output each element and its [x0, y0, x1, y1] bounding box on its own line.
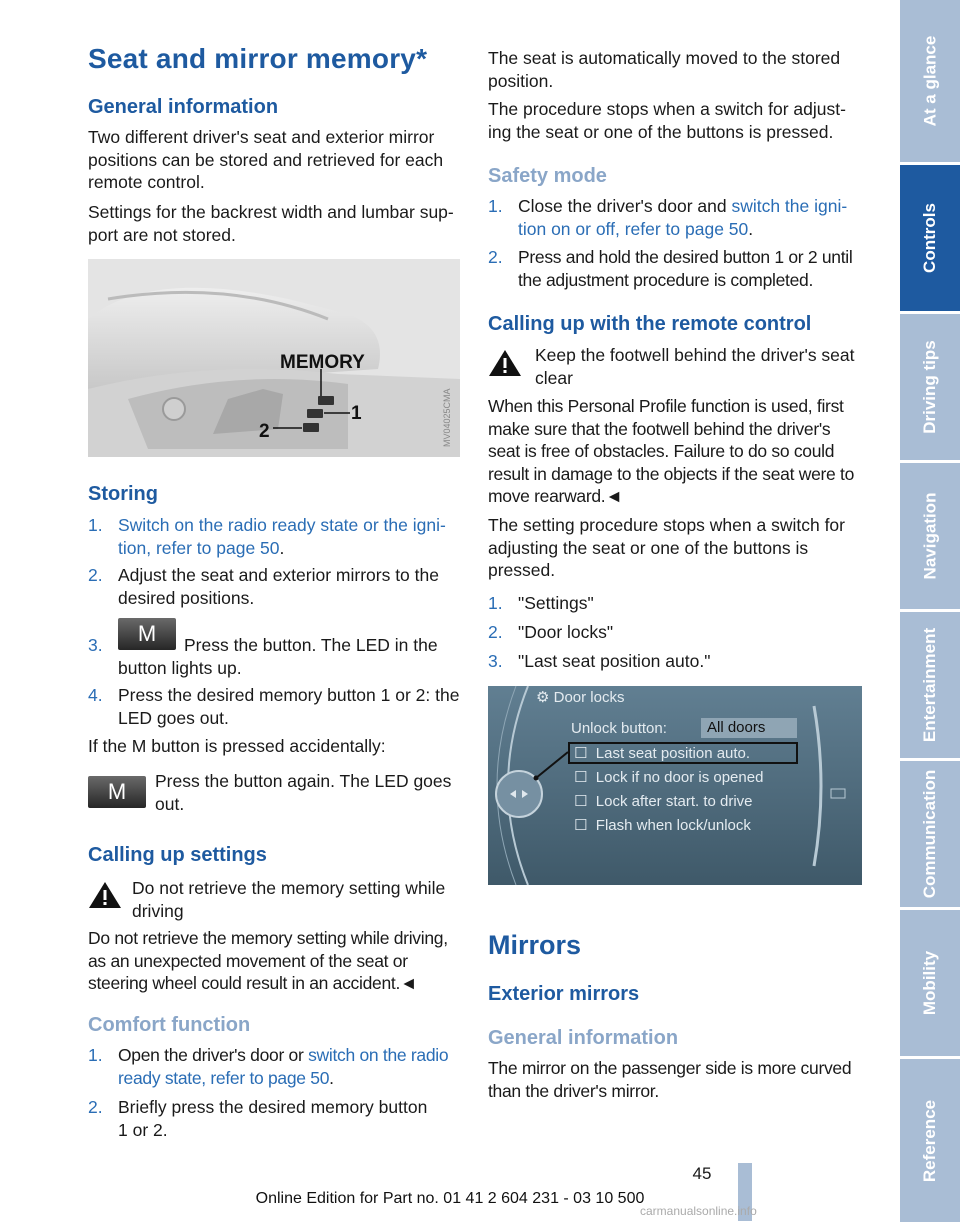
idrive-screen [488, 686, 862, 885]
list-item [518, 195, 862, 240]
list-number: 2. [488, 247, 503, 267]
sidebar-tab-label: Controls [920, 203, 940, 273]
accidental-note: Press the button again. The LED goes out. [155, 771, 452, 814]
checkbox-icon: ☐ [574, 769, 588, 786]
list-item: Press the desired memory button 1 or 2: the LED goes out. [118, 685, 460, 728]
calling-warning-title: Do not retrieve the memory setting while driving [132, 878, 446, 921]
exterior-heading: Exterior mirrors [488, 983, 640, 1005]
unlock-value[interactable]: All doors [701, 718, 797, 738]
storing-heading: Storing [88, 483, 158, 505]
callout-2: 2 [259, 421, 270, 442]
page-number: 45 [692, 1164, 712, 1183]
sidebar-tab-controls[interactable] [900, 165, 960, 311]
list-item: "Settings" [518, 593, 594, 613]
comfort-heading: Comfort function [88, 1014, 251, 1036]
remote-paragraph-2: The setting procedure stops when a switch for adjusting the seat or one of the buttons is pressed. [488, 515, 845, 580]
comfort-list [88, 1044, 460, 1144]
screen-title-text: Door locks [553, 689, 625, 706]
seat-memory-illustration [88, 259, 460, 457]
remote-warning-title: Keep the footwell behind the driver's seat clear [535, 345, 855, 388]
warning-icon [88, 880, 122, 910]
list-number: 2. [88, 565, 103, 585]
checkbox-icon: ☐ [574, 793, 588, 810]
list-number: 2. [488, 622, 503, 642]
list-number: 2. [88, 1097, 103, 1117]
list-number: 1. [88, 515, 103, 535]
list-item: Press and hold the desired button 1 or 2 until the adjustment procedure is completed. [518, 247, 853, 290]
list-item-tail: . [748, 218, 754, 239]
list-number: 1. [488, 593, 503, 613]
settings-list [488, 592, 862, 672]
mirror-general-heading: General information [488, 1027, 679, 1049]
sidebar-tab-driving-tips[interactable] [900, 314, 960, 460]
list-number: 1. [88, 1045, 103, 1065]
screen-option[interactable] [574, 768, 763, 786]
general-heading: General information [88, 96, 279, 118]
screen-option-label: Lock if no door is opened [595, 769, 764, 786]
callout-1: 1 [351, 403, 362, 424]
gear-icon: ⚙ [536, 689, 550, 706]
unlock-label: Unlock button: [571, 720, 667, 737]
list-item-text: Close the driver's door and [518, 196, 732, 216]
general-paragraph-1: Two different driver's seat and exterior mirror positions can be stored and retrieved for each remote control. [88, 127, 444, 192]
sidebar-tab-label: Reference [920, 1099, 939, 1182]
sidebar-tab-label: Entertainment [920, 627, 940, 743]
mirror-general-paragraph: The mirror on the passenger side is more curved than the driver's mirror. [488, 1058, 852, 1101]
warning-icon [488, 348, 522, 378]
checkbox-icon: ☐ [574, 817, 588, 834]
screen-option-label: Last seat position auto. [595, 745, 751, 762]
list-number: 1. [488, 196, 503, 216]
list-number: 4. [88, 685, 103, 705]
safety-heading: Safety mode [488, 165, 607, 187]
list-item: Adjust the seat and exterior mirrors to the desired positions. [118, 565, 439, 608]
memory-label: MEMORY [280, 352, 365, 373]
sidebar-tab-label: Mobility [920, 950, 939, 1016]
screen-option[interactable] [574, 744, 750, 762]
remote-heading: Calling up with the remote control [488, 313, 812, 335]
list-item-text: Open the driver's door or [118, 1045, 309, 1065]
sidebar-tab-label: Driving tips [920, 340, 940, 434]
general-paragraph-2: Settings for the backrest width and lumbar sup-port are not stored. [88, 202, 454, 245]
page-link[interactable]: switch on the radio ready state, refer to page 50 [118, 1045, 449, 1088]
page-link[interactable]: switch the igni-tion on or off, refer to page 50 [518, 196, 848, 239]
list-item [118, 1044, 460, 1089]
sidebar-tab-label: At a glance [920, 35, 940, 127]
screen-option[interactable] [574, 792, 753, 810]
sidebar-tab-entertainment[interactable] [900, 612, 960, 758]
sidebar-tab-label: Communication [920, 769, 940, 899]
m-button-icon: M [118, 618, 176, 650]
sidebar-tab-reference[interactable] [900, 1059, 960, 1222]
watermark: carmanualsonline.info [640, 1204, 757, 1218]
screen-option-label: Lock after start. to drive [595, 793, 753, 810]
calling-warning-body: Do not retrieve the memory setting while driving, as an unexpected movement of the seat or steering wheel could result in an accident.◄ [88, 928, 448, 993]
footer-edition: Online Edition for Part no. 01 41 2 604 231 - 03 10 500 [255, 1190, 645, 1207]
checkbox-icon: ☐ [574, 745, 588, 762]
sidebar-tab-at-a-glance[interactable] [900, 0, 960, 162]
list-item: "Door locks" [518, 622, 614, 642]
page-title: Seat and mirror memory* [88, 43, 428, 74]
list-item: Briefly press the desired memory button 1 or 2. [118, 1097, 428, 1140]
screen-title [536, 688, 624, 706]
accidental-text: If the M button is pressed accidentally: [88, 736, 386, 756]
remote-warning-body: When this Personal Profile function is used, first make sure that the footwell behind the driver's seat is free of obstacles. Failure to do so could result in damage to the objects if the seat were to move rearward.◄ [488, 396, 855, 506]
image-code: MV04025CMA [442, 388, 452, 447]
mirrors-title: Mirrors [488, 930, 582, 960]
screen-option[interactable] [574, 816, 751, 834]
sidebar-tab-communication[interactable] [900, 761, 960, 907]
list-item-tail: . [329, 1067, 334, 1088]
list-number: 3. [88, 635, 103, 655]
list-item-tail: . [279, 537, 285, 558]
page-link[interactable]: Switch on the radio ready state or the igni-tion, refer to page 50 [118, 515, 446, 558]
sidebar-tab-mobility[interactable] [900, 910, 960, 1056]
intro-paragraph-2: The procedure stops when a switch for adjust-ing the seat or one of the buttons is pressed. [488, 99, 846, 142]
intro-paragraph-1: The seat is automatically moved to the stored position. [488, 48, 841, 91]
calling-heading: Calling up settings [88, 844, 267, 866]
list-item: "Last seat position auto." [518, 651, 711, 671]
list-number: 3. [488, 651, 503, 671]
m-button-icon: M [88, 776, 146, 808]
list-item [118, 514, 460, 559]
list-item: Press the button. The LED in the button lights up. [118, 635, 438, 678]
storing-list [88, 514, 460, 728]
screen-option-label: Flash when lock/unlock [595, 817, 751, 834]
safety-list [488, 195, 862, 295]
sidebar-tab-navigation[interactable] [900, 463, 960, 609]
sidebar-tab-label: Navigation [920, 492, 939, 580]
